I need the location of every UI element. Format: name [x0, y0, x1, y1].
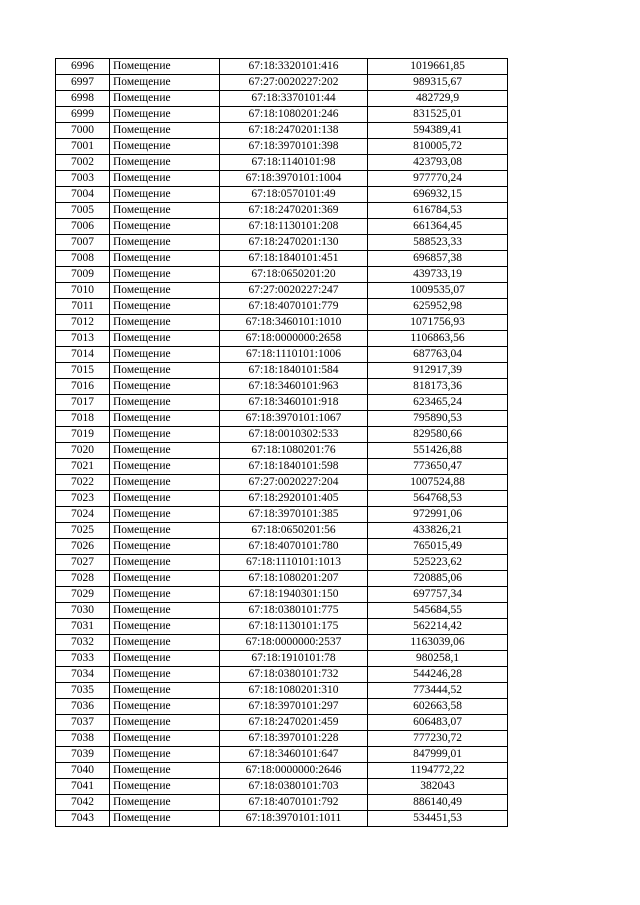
cadastral-value-cell: 602663,58 [368, 699, 508, 715]
object-type-cell: Помещение [110, 155, 220, 171]
table-row [56, 315, 508, 331]
row-number-cell: 7010 [56, 283, 110, 299]
row-number-cell: 7026 [56, 539, 110, 555]
cadastral-number-cell: 67:18:1080201:207 [220, 571, 368, 587]
table-row [56, 443, 508, 459]
table-row [56, 395, 508, 411]
table-row [56, 667, 508, 683]
table-row [56, 363, 508, 379]
cadastral-number-cell: 67:18:3970101:1067 [220, 411, 368, 427]
property-table-body [56, 59, 508, 827]
object-type-cell: Помещение [110, 315, 220, 331]
table-row [56, 187, 508, 203]
table-row [56, 331, 508, 347]
cadastral-value-cell: 886140,49 [368, 795, 508, 811]
cadastral-number-cell: 67:18:2470201:459 [220, 715, 368, 731]
object-type-cell: Помещение [110, 779, 220, 795]
row-number-cell: 7039 [56, 747, 110, 763]
cadastral-number-cell: 67:18:0010302:533 [220, 427, 368, 443]
cadastral-value-cell: 616784,53 [368, 203, 508, 219]
cadastral-value-cell: 544246,28 [368, 667, 508, 683]
row-number-cell: 7020 [56, 443, 110, 459]
object-type-cell: Помещение [110, 91, 220, 107]
row-number-cell: 7022 [56, 475, 110, 491]
cadastral-value-cell: 818173,36 [368, 379, 508, 395]
object-type-cell: Помещение [110, 507, 220, 523]
object-type-cell: Помещение [110, 587, 220, 603]
object-type-cell: Помещение [110, 203, 220, 219]
cadastral-number-cell: 67:18:0380101:775 [220, 603, 368, 619]
cadastral-value-cell: 912917,39 [368, 363, 508, 379]
cadastral-value-cell: 980258,1 [368, 651, 508, 667]
cadastral-number-cell: 67:18:1840101:584 [220, 363, 368, 379]
row-number-cell: 7014 [56, 347, 110, 363]
cadastral-value-cell: 847999,01 [368, 747, 508, 763]
table-row [56, 779, 508, 795]
cadastral-value-cell: 989315,67 [368, 75, 508, 91]
row-number-cell: 7001 [56, 139, 110, 155]
cadastral-number-cell: 67:18:0650201:20 [220, 267, 368, 283]
cadastral-number-cell: 67:18:4070101:792 [220, 795, 368, 811]
table-row [56, 795, 508, 811]
row-number-cell: 7012 [56, 315, 110, 331]
table-row [56, 715, 508, 731]
cadastral-number-cell: 67:18:3460101:918 [220, 395, 368, 411]
table-row [56, 155, 508, 171]
cadastral-number-cell: 67:27:0020227:204 [220, 475, 368, 491]
table-row [56, 523, 508, 539]
cadastral-value-cell: 545684,55 [368, 603, 508, 619]
cadastral-number-cell: 67:18:3970101:228 [220, 731, 368, 747]
table-row [56, 763, 508, 779]
table-row [56, 299, 508, 315]
cadastral-value-cell: 1007524,88 [368, 475, 508, 491]
cadastral-number-cell: 67:18:3970101:398 [220, 139, 368, 155]
row-number-cell: 7042 [56, 795, 110, 811]
cadastral-value-cell: 594389,41 [368, 123, 508, 139]
cadastral-value-cell: 773444,52 [368, 683, 508, 699]
table-row [56, 123, 508, 139]
row-number-cell: 7000 [56, 123, 110, 139]
object-type-cell: Помещение [110, 219, 220, 235]
row-number-cell: 7024 [56, 507, 110, 523]
object-type-cell: Помещение [110, 427, 220, 443]
object-type-cell: Помещение [110, 667, 220, 683]
object-type-cell: Помещение [110, 363, 220, 379]
cadastral-number-cell: 67:18:3320101:416 [220, 59, 368, 75]
object-type-cell: Помещение [110, 75, 220, 91]
cadastral-number-cell: 67:18:1140101:98 [220, 155, 368, 171]
object-type-cell: Помещение [110, 267, 220, 283]
cadastral-number-cell: 67:18:0380101:732 [220, 667, 368, 683]
object-type-cell: Помещение [110, 539, 220, 555]
cadastral-value-cell: 623465,24 [368, 395, 508, 411]
row-number-cell: 7016 [56, 379, 110, 395]
object-type-cell: Помещение [110, 379, 220, 395]
cadastral-value-cell: 562214,42 [368, 619, 508, 635]
cadastral-number-cell: 67:18:1080201:310 [220, 683, 368, 699]
row-number-cell: 7043 [56, 811, 110, 827]
row-number-cell: 7009 [56, 267, 110, 283]
row-number-cell: 7031 [56, 619, 110, 635]
cadastral-number-cell: 67:18:2470201:369 [220, 203, 368, 219]
object-type-cell: Помещение [110, 715, 220, 731]
object-type-cell: Помещение [110, 459, 220, 475]
row-number-cell: 7033 [56, 651, 110, 667]
table-row [56, 699, 508, 715]
row-number-cell: 7029 [56, 587, 110, 603]
table-row [56, 379, 508, 395]
row-number-cell: 7006 [56, 219, 110, 235]
cadastral-number-cell: 67:27:0020227:247 [220, 283, 368, 299]
cadastral-number-cell: 67:18:3970101:297 [220, 699, 368, 715]
table-row [56, 651, 508, 667]
cadastral-number-cell: 67:18:3970101:1011 [220, 811, 368, 827]
object-type-cell: Помещение [110, 59, 220, 75]
cadastral-value-cell: 625952,98 [368, 299, 508, 315]
cadastral-number-cell: 67:18:0000000:2658 [220, 331, 368, 347]
row-number-cell: 7018 [56, 411, 110, 427]
cadastral-value-cell: 1009535,07 [368, 283, 508, 299]
table-row [56, 347, 508, 363]
row-number-cell: 7023 [56, 491, 110, 507]
cadastral-value-cell: 696857,38 [368, 251, 508, 267]
object-type-cell: Помещение [110, 331, 220, 347]
row-number-cell: 7021 [56, 459, 110, 475]
cadastral-number-cell: 67:18:3460101:963 [220, 379, 368, 395]
cadastral-number-cell: 67:18:0000000:2537 [220, 635, 368, 651]
cadastral-number-cell: 67:18:2470201:130 [220, 235, 368, 251]
table-row [56, 475, 508, 491]
cadastral-value-cell: 1071756,93 [368, 315, 508, 331]
cadastral-value-cell: 687763,04 [368, 347, 508, 363]
cadastral-value-cell: 564768,53 [368, 491, 508, 507]
table-row [56, 107, 508, 123]
object-type-cell: Помещение [110, 171, 220, 187]
row-number-cell: 7005 [56, 203, 110, 219]
cadastral-number-cell: 67:18:1840101:598 [220, 459, 368, 475]
cadastral-number-cell: 67:18:1910101:78 [220, 651, 368, 667]
row-number-cell: 7019 [56, 427, 110, 443]
object-type-cell: Помещение [110, 139, 220, 155]
row-number-cell: 7002 [56, 155, 110, 171]
table-row [56, 139, 508, 155]
cadastral-number-cell: 67:18:1940301:150 [220, 587, 368, 603]
cadastral-value-cell: 433826,21 [368, 523, 508, 539]
table-row [56, 619, 508, 635]
object-type-cell: Помещение [110, 107, 220, 123]
table-row [56, 635, 508, 651]
object-type-cell: Помещение [110, 491, 220, 507]
cadastral-value-cell: 551426,88 [368, 443, 508, 459]
cadastral-number-cell: 67:18:2920101:405 [220, 491, 368, 507]
cadastral-number-cell: 67:18:3970101:1004 [220, 171, 368, 187]
cadastral-value-cell: 972991,06 [368, 507, 508, 523]
table-row [56, 203, 508, 219]
cadastral-value-cell: 1019661,85 [368, 59, 508, 75]
row-number-cell: 7017 [56, 395, 110, 411]
table-row [56, 235, 508, 251]
row-number-cell: 7011 [56, 299, 110, 315]
table-row [56, 571, 508, 587]
cadastral-value-cell: 765015,49 [368, 539, 508, 555]
cadastral-value-cell: 795890,53 [368, 411, 508, 427]
cadastral-number-cell: 67:18:1080201:246 [220, 107, 368, 123]
table-row [56, 491, 508, 507]
object-type-cell: Помещение [110, 571, 220, 587]
row-number-cell: 7041 [56, 779, 110, 795]
cadastral-number-cell: 67:18:2470201:138 [220, 123, 368, 139]
row-number-cell: 7035 [56, 683, 110, 699]
object-type-cell: Помещение [110, 187, 220, 203]
object-type-cell: Помещение [110, 283, 220, 299]
row-number-cell: 7025 [56, 523, 110, 539]
object-type-cell: Помещение [110, 683, 220, 699]
cadastral-value-cell: 525223,62 [368, 555, 508, 571]
cadastral-number-cell: 67:18:4070101:780 [220, 539, 368, 555]
cadastral-number-cell: 67:18:0000000:2646 [220, 763, 368, 779]
cadastral-value-cell: 423793,08 [368, 155, 508, 171]
object-type-cell: Помещение [110, 395, 220, 411]
object-type-cell: Помещение [110, 635, 220, 651]
cadastral-value-cell: 831525,01 [368, 107, 508, 123]
cadastral-number-cell: 67:18:1840101:451 [220, 251, 368, 267]
cadastral-value-cell: 482729,9 [368, 91, 508, 107]
object-type-cell: Помещение [110, 699, 220, 715]
cadastral-value-cell: 661364,45 [368, 219, 508, 235]
object-type-cell: Помещение [110, 651, 220, 667]
row-number-cell: 6998 [56, 91, 110, 107]
row-number-cell: 7013 [56, 331, 110, 347]
cadastral-value-cell: 606483,07 [368, 715, 508, 731]
row-number-cell: 7037 [56, 715, 110, 731]
cadastral-number-cell: 67:18:1080201:76 [220, 443, 368, 459]
cadastral-value-cell: 588523,33 [368, 235, 508, 251]
object-type-cell: Помещение [110, 299, 220, 315]
table-row [56, 91, 508, 107]
row-number-cell: 7003 [56, 171, 110, 187]
cadastral-number-cell: 67:18:1110101:1013 [220, 555, 368, 571]
cadastral-value-cell: 720885,06 [368, 571, 508, 587]
row-number-cell: 7032 [56, 635, 110, 651]
cadastral-value-cell: 777230,72 [368, 731, 508, 747]
cadastral-number-cell: 67:18:0380101:703 [220, 779, 368, 795]
cadastral-value-cell: 977770,24 [368, 171, 508, 187]
object-type-cell: Помещение [110, 523, 220, 539]
table-row [56, 731, 508, 747]
table-row [56, 507, 508, 523]
object-type-cell: Помещение [110, 747, 220, 763]
object-type-cell: Помещение [110, 251, 220, 267]
cadastral-value-cell: 773650,47 [368, 459, 508, 475]
table-row [56, 427, 508, 443]
cadastral-number-cell: 67:18:1110101:1006 [220, 347, 368, 363]
object-type-cell: Помещение [110, 603, 220, 619]
object-type-cell: Помещение [110, 731, 220, 747]
table-row [56, 459, 508, 475]
row-number-cell: 6996 [56, 59, 110, 75]
table-row [56, 267, 508, 283]
row-number-cell: 6999 [56, 107, 110, 123]
row-number-cell: 6997 [56, 75, 110, 91]
row-number-cell: 7040 [56, 763, 110, 779]
table-row [56, 75, 508, 91]
cadastral-value-cell: 697757,34 [368, 587, 508, 603]
object-type-cell: Помещение [110, 763, 220, 779]
table-row [56, 283, 508, 299]
table-row [56, 251, 508, 267]
table-row [56, 59, 508, 75]
cadastral-number-cell: 67:18:3460101:1010 [220, 315, 368, 331]
object-type-cell: Помещение [110, 411, 220, 427]
object-type-cell: Помещение [110, 235, 220, 251]
table-row [56, 587, 508, 603]
cadastral-value-cell: 696932,15 [368, 187, 508, 203]
row-number-cell: 7028 [56, 571, 110, 587]
object-type-cell: Помещение [110, 443, 220, 459]
object-type-cell: Помещение [110, 555, 220, 571]
cadastral-number-cell: 67:27:0020227:202 [220, 75, 368, 91]
cadastral-number-cell: 67:18:3370101:44 [220, 91, 368, 107]
cadastral-value-cell: 810005,72 [368, 139, 508, 155]
table-row [56, 411, 508, 427]
object-type-cell: Помещение [110, 795, 220, 811]
cadastral-number-cell: 67:18:0650201:56 [220, 523, 368, 539]
cadastral-value-cell: 534451,53 [368, 811, 508, 827]
cadastral-number-cell: 67:18:3460101:647 [220, 747, 368, 763]
cadastral-value-cell: 382043 [368, 779, 508, 795]
row-number-cell: 7015 [56, 363, 110, 379]
cadastral-value-cell: 1194772,22 [368, 763, 508, 779]
table-row [56, 811, 508, 827]
table-row [56, 683, 508, 699]
cadastral-number-cell: 67:18:0570101:49 [220, 187, 368, 203]
row-number-cell: 7038 [56, 731, 110, 747]
table-row [56, 219, 508, 235]
cadastral-value-cell: 829580,66 [368, 427, 508, 443]
cadastral-value-cell: 1106863,56 [368, 331, 508, 347]
cadastral-number-cell: 67:18:1130101:208 [220, 219, 368, 235]
cadastral-number-cell: 67:18:1130101:175 [220, 619, 368, 635]
object-type-cell: Помещение [110, 123, 220, 139]
cadastral-value-cell: 1163039,06 [368, 635, 508, 651]
cadastral-value-cell: 439733,19 [368, 267, 508, 283]
table-row [56, 555, 508, 571]
object-type-cell: Помещение [110, 475, 220, 491]
cadastral-number-cell: 67:18:4070101:779 [220, 299, 368, 315]
table-row [56, 171, 508, 187]
row-number-cell: 7034 [56, 667, 110, 683]
cadastral-number-cell: 67:18:3970101:385 [220, 507, 368, 523]
row-number-cell: 7007 [56, 235, 110, 251]
property-table [55, 58, 508, 827]
table-row [56, 603, 508, 619]
row-number-cell: 7004 [56, 187, 110, 203]
row-number-cell: 7008 [56, 251, 110, 267]
table-row [56, 539, 508, 555]
object-type-cell: Помещение [110, 619, 220, 635]
row-number-cell: 7036 [56, 699, 110, 715]
row-number-cell: 7027 [56, 555, 110, 571]
object-type-cell: Помещение [110, 811, 220, 827]
object-type-cell: Помещение [110, 347, 220, 363]
row-number-cell: 7030 [56, 603, 110, 619]
table-row [56, 747, 508, 763]
